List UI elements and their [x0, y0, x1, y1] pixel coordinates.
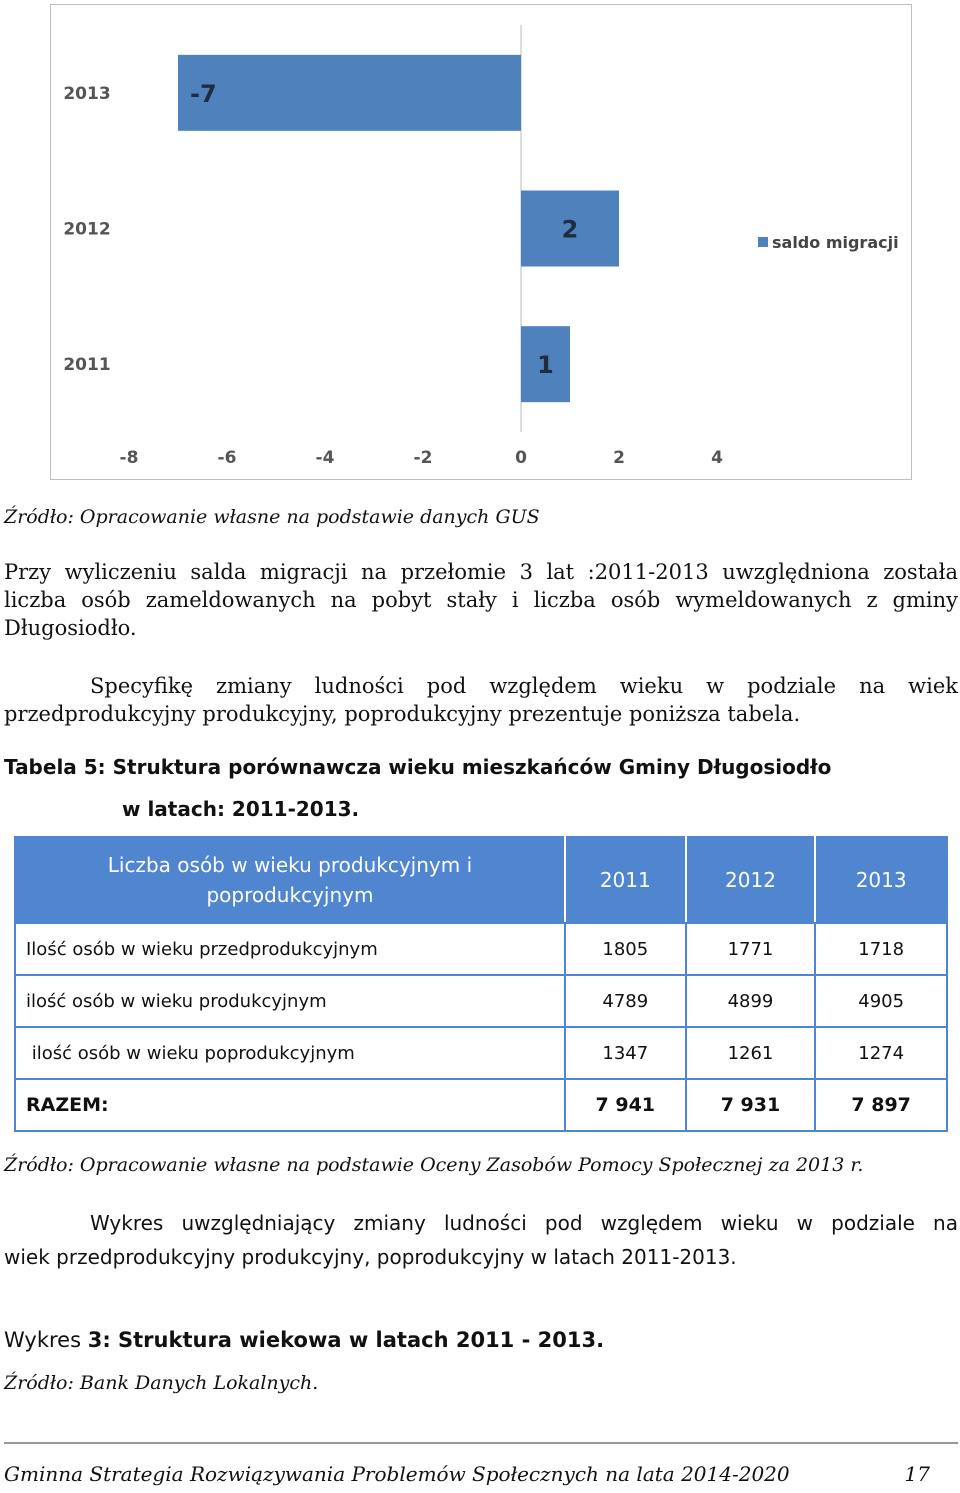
figure-caption-prefix: Wykres	[4, 1328, 88, 1352]
table-title-line1: Tabela 5: Struktura porównawcza wieku mieszkańców Gminy Długosiodło	[4, 755, 832, 779]
legend-label: saldo migracji	[772, 233, 899, 252]
table-cell-label: Ilość osób w wieku przedprodukcyjnym	[15, 923, 565, 975]
x-tick-label: -8	[119, 448, 139, 468]
table-total-row	[15, 1079, 947, 1131]
table-total-cell: 7 941	[565, 1079, 686, 1131]
table-header-row	[15, 837, 947, 923]
x-tick-label: -2	[413, 448, 433, 468]
table-cell: 1261	[686, 1027, 816, 1079]
paragraph-age	[4, 672, 958, 728]
figure-source: Źródło: Bank Danych Lokalnych.	[4, 1372, 319, 1394]
age-structure-table	[14, 836, 948, 1132]
paragraph-migration-line3: Długosiodło.	[4, 616, 137, 640]
table-row	[15, 1027, 947, 1079]
legend-swatch	[758, 237, 768, 247]
footer-title: Gminna Strategia Rozwiązywania Problemów Społecznych na lata 2014-2020	[4, 1462, 790, 1486]
paragraph-chart-intro	[4, 1206, 958, 1274]
table-cell: 1718	[815, 923, 947, 975]
x-tick-label: 4	[711, 448, 723, 468]
table-cell-label: ilość osób w wieku poprodukcyjnym	[15, 1027, 565, 1079]
table-header-year: 2011	[565, 837, 686, 923]
table-header-year: 2012	[686, 837, 816, 923]
table-source: Źródło: Opracowanie własne na podstawie Oceny Zasobów Pomocy Społecznej za 2013 r.	[4, 1154, 864, 1176]
x-tick-label: 0	[515, 448, 527, 468]
table-cell: 1274	[815, 1027, 947, 1079]
category-label-2011: 2011	[63, 355, 111, 376]
category-label-2013: 2013	[63, 83, 111, 104]
figure-caption	[4, 1328, 604, 1352]
paragraph-migration-line1: Przy wyliczeniu salda migracji na przełomie 3 lat :2011-2013 uwzględniona została	[4, 560, 958, 584]
category-label-2012: 2012	[63, 219, 111, 240]
table-cell: 4899	[686, 975, 816, 1027]
page-footer	[4, 1462, 930, 1486]
x-tick-label: 2	[613, 448, 625, 468]
paragraph-migration-line2: liczba osób zameldowanych na pobyt stały i liczba osób wymeldowanych z gminy	[4, 588, 958, 612]
data-label-2012: 2	[561, 215, 579, 244]
table-header-category: Liczba osób w wieku produkcyjnym i poprodukcyjnym	[15, 837, 565, 923]
chart-source: Źródło: Opracowanie własne na podstawie danych GUS	[4, 506, 540, 528]
migration-chart	[50, 4, 912, 480]
x-tick-label: -6	[217, 448, 237, 468]
table-total-cell: 7 897	[815, 1079, 947, 1131]
migration-chart-svg	[51, 5, 913, 481]
table-cell: 1805	[565, 923, 686, 975]
table-cell: 1347	[565, 1027, 686, 1079]
table-cell-label: ilość osób w wieku produkcyjnym	[15, 975, 565, 1027]
table-cell: 4905	[815, 975, 947, 1027]
data-label-2013: -7	[190, 79, 217, 108]
table-cell: 1771	[686, 923, 816, 975]
figure-caption-title: 3: Struktura wiekowa w latach 2011 - 2013.	[87, 1328, 605, 1352]
data-label-2011: 1	[537, 351, 554, 380]
paragraph-age-line1: Specyfikę zmiany ludności pod względem wieku w podziale na wiek	[90, 674, 958, 698]
table-title-line2: w latach: 2011-2013.	[122, 797, 360, 821]
paragraph-chart-intro-line1: Wykres uwzględniający zmiany ludności pod względem wieku w podziale na	[90, 1211, 958, 1235]
table-row	[15, 975, 947, 1027]
paragraph-chart-intro-line2: wiek przedprodukcyjny produkcyjny, poprodukcyjny w latach 2011-2013.	[4, 1245, 737, 1269]
paragraph-age-line2: przedprodukcyjny produkcyjny, poprodukcyjny prezentuje poniższa tabela.	[4, 702, 801, 726]
table-header-year: 2013	[815, 837, 947, 923]
table-total-cell: 7 931	[686, 1079, 816, 1131]
table-cell: 4789	[565, 975, 686, 1027]
bar-2013	[178, 55, 521, 131]
table-total-label: RAZEM:	[15, 1079, 565, 1131]
table-row	[15, 923, 947, 975]
paragraph-migration	[4, 558, 958, 642]
footer-divider	[4, 1442, 958, 1444]
page-number: 17	[904, 1462, 930, 1486]
x-tick-label: -4	[315, 448, 335, 468]
